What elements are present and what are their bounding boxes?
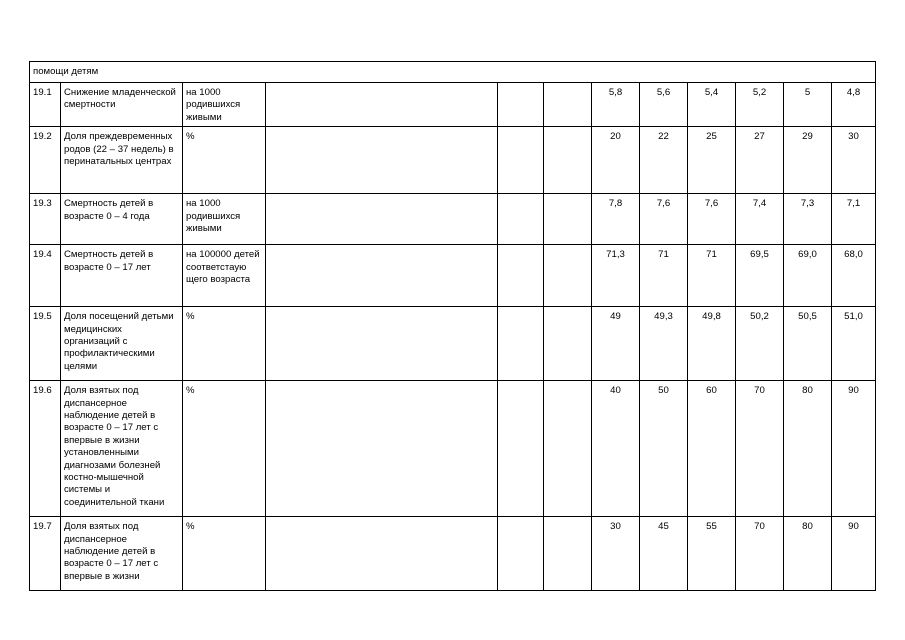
value-cell: 71	[688, 245, 736, 307]
value-cell: 20	[592, 127, 640, 194]
table-row	[30, 127, 876, 194]
empty-cell	[266, 517, 498, 591]
unit-cell: на 1000 родившихся живыми	[183, 83, 266, 127]
indicator-name-cell: Смертность детей в возрасте 0 – 17 лет	[61, 245, 183, 307]
row-id-cell: 19.7	[30, 517, 61, 591]
value-cell: 25	[688, 127, 736, 194]
empty-cell	[266, 381, 498, 517]
value-cell: 7,6	[640, 194, 688, 245]
table-row	[30, 517, 876, 591]
empty-cell	[266, 83, 498, 127]
indicator-name-cell: Доля преждевременных родов (22 – 37 недель) в перинатальных центрах	[61, 127, 183, 194]
section-header-row	[30, 62, 876, 83]
unit-cell: %	[183, 381, 266, 517]
empty-cell	[266, 245, 498, 307]
empty-cell	[498, 83, 544, 127]
value-cell: 55	[688, 517, 736, 591]
empty-cell	[498, 381, 544, 517]
unit-cell: на 1000 родившихся живыми	[183, 194, 266, 245]
empty-cell	[266, 307, 498, 381]
indicator-name-cell: Смертность детей в возрасте 0 – 4 года	[61, 194, 183, 245]
empty-cell	[544, 245, 592, 307]
indicator-name-cell: Снижение младенческой смертности	[61, 83, 183, 127]
value-cell: 51,0	[832, 307, 876, 381]
value-cell: 5,2	[736, 83, 784, 127]
value-cell: 7,1	[832, 194, 876, 245]
value-cell: 71	[640, 245, 688, 307]
row-id-cell: 19.5	[30, 307, 61, 381]
value-cell: 70	[736, 517, 784, 591]
empty-cell	[498, 127, 544, 194]
value-cell: 30	[592, 517, 640, 591]
value-cell: 7,4	[736, 194, 784, 245]
row-id-cell: 19.3	[30, 194, 61, 245]
value-cell: 49	[592, 307, 640, 381]
unit-cell: %	[183, 307, 266, 381]
value-cell: 80	[784, 517, 832, 591]
table-row	[30, 245, 876, 307]
table-row	[30, 307, 876, 381]
value-cell: 5,6	[640, 83, 688, 127]
value-cell: 7,8	[592, 194, 640, 245]
table-row	[30, 381, 876, 517]
unit-cell: %	[183, 127, 266, 194]
empty-cell	[498, 194, 544, 245]
empty-cell	[544, 83, 592, 127]
empty-cell	[498, 517, 544, 591]
indicator-name-cell: Доля посещений детьми медицинских организаций с профилактическими целями	[61, 307, 183, 381]
value-cell: 90	[832, 381, 876, 517]
value-cell: 40	[592, 381, 640, 517]
value-cell: 50,5	[784, 307, 832, 381]
empty-cell	[266, 194, 498, 245]
value-cell: 49,3	[640, 307, 688, 381]
row-id-cell: 19.6	[30, 381, 61, 517]
empty-cell	[544, 517, 592, 591]
value-cell: 68,0	[832, 245, 876, 307]
row-id-cell: 19.4	[30, 245, 61, 307]
value-cell: 69,5	[736, 245, 784, 307]
value-cell: 50	[640, 381, 688, 517]
value-cell: 60	[688, 381, 736, 517]
row-id-cell: 19.2	[30, 127, 61, 194]
unit-cell: %	[183, 517, 266, 591]
table-row	[30, 194, 876, 245]
table-row	[30, 83, 876, 127]
value-cell: 5,4	[688, 83, 736, 127]
value-cell: 70	[736, 381, 784, 517]
unit-cell: на 100000 детей соответстаую щего возраста	[183, 245, 266, 307]
value-cell: 7,3	[784, 194, 832, 245]
section-title: помощи детям	[30, 62, 876, 83]
empty-cell	[544, 307, 592, 381]
empty-cell	[544, 194, 592, 245]
value-cell: 71,3	[592, 245, 640, 307]
value-cell: 50,2	[736, 307, 784, 381]
value-cell: 5,8	[592, 83, 640, 127]
value-cell: 7,6	[688, 194, 736, 245]
indicators-table	[29, 61, 876, 591]
value-cell: 22	[640, 127, 688, 194]
value-cell: 30	[832, 127, 876, 194]
empty-cell	[544, 381, 592, 517]
value-cell: 5	[784, 83, 832, 127]
empty-cell	[498, 245, 544, 307]
indicator-name-cell: Доля взятых под диспансерное наблюдение детей в возрасте 0 – 17 лет с впервые в жизни	[61, 517, 183, 591]
empty-cell	[266, 127, 498, 194]
empty-cell	[544, 127, 592, 194]
value-cell: 45	[640, 517, 688, 591]
value-cell: 29	[784, 127, 832, 194]
indicator-name-cell: Доля взятых под диспансерное наблюдение детей в возрасте 0 – 17 лет с впервые в жизни установленными диагнозами болезней костно-мышечной системы и соединительной ткани	[61, 381, 183, 517]
value-cell: 27	[736, 127, 784, 194]
value-cell: 80	[784, 381, 832, 517]
value-cell: 49,8	[688, 307, 736, 381]
empty-cell	[498, 307, 544, 381]
value-cell: 4,8	[832, 83, 876, 127]
value-cell: 90	[832, 517, 876, 591]
row-id-cell: 19.1	[30, 83, 61, 127]
value-cell: 69,0	[784, 245, 832, 307]
